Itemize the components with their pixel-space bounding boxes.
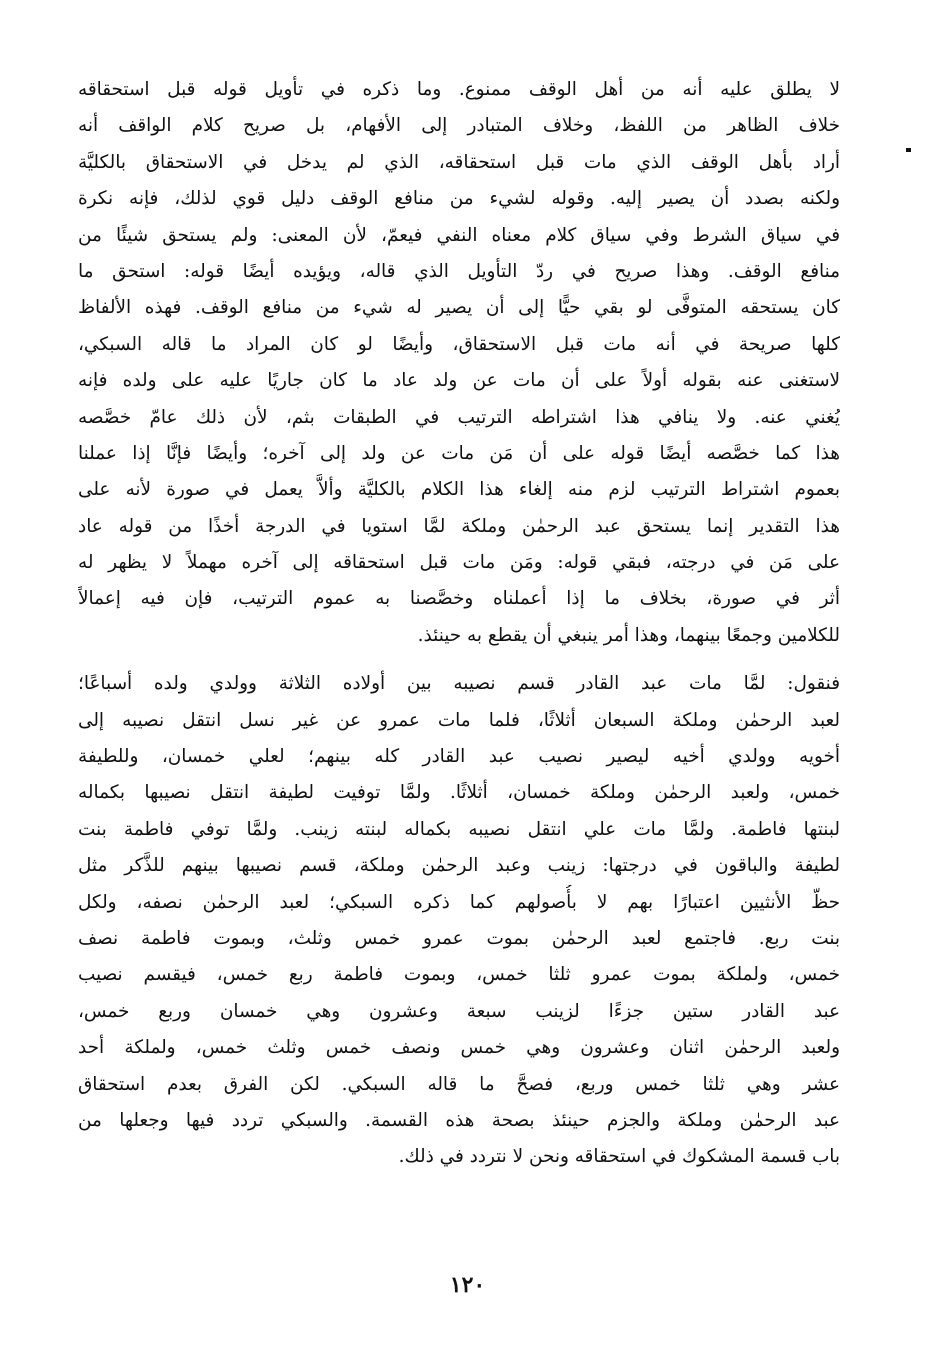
paragraph-gap [78, 654, 840, 666]
text-line: فنقول: لمَّا مات عبد القادر قسم نصيبه بين أولاده الثلاثة وولدي ولده أسباعًا؛ [78, 673, 840, 695]
text-line: حظّ الأنثيين اعتبارًا بهم لا بأُصولهم كما ذكره السبكي؛ لعبد الرحمٰن نصفه، ولكل [78, 891, 840, 913]
page-number: ١٢٠ [449, 1272, 486, 1298]
text-line: بعموم اشتراط الترتيب لزم منه إلغاء هذا الكلام بالكليَّة وألاَّ يعمل في صورة لأنه على [78, 479, 840, 501]
text-line: لبنتها فاطمة. ولمَّا مات علي انتقل نصيبه بكماله لبنته زينب. ولمَّا توفي فاطمة بنت [78, 818, 840, 840]
text-line: كلها صريحة في أنه مات قبل الاستحقاق، وأيضًا لو كان المراد ما قاله السبكي، [78, 333, 840, 355]
text-line: كان يستحقه المتوفَّى لو بقي حيًّا إلى أن يصير له شيء من منافع الوقف. فهذه الألفاظ [78, 297, 840, 319]
paragraph [78, 666, 840, 1175]
scan-speck [906, 148, 911, 152]
text-line: عبد القادر ستين جزءًا لزينب سبعة وعشرون وهي خمسان وربع خمس، [78, 1000, 840, 1022]
text-line: عبد الرحمٰن وملكة والجزم حينئذ بصحة هذه القسمة. والسبكي تردد فيها وجعلها من [78, 1109, 840, 1131]
text-line: هذا كما خصَّصه أيضًا قوله على أن مَن مات عن ولد إلى آخره؛ وأيضًا فإنَّا إذا عملنا [78, 442, 840, 464]
paragraph [78, 72, 840, 654]
text-line: للكلامين وجمعًا بينهما، وهذا أمر ينبغي أن يقطع به حينئذ. [417, 624, 840, 646]
text-line: أثر في صورة، بخلاف ما إذا أعملناه وخصَّصنا به عموم الترتيب، فإن فيه إعمالاً [78, 588, 840, 610]
text-line: بنت ربع. فاجتمع لعبد الرحمٰن بموت عمرو خمس وثلث، وبموت فاطمة نصف [78, 927, 840, 949]
text-line: خلاف الظاهر من اللفظ، وخلاف المتبادر إلى الأفهام، بل صريح كلام الواقف أنه [78, 115, 840, 137]
text-line: على مَن في درجته، فبقي قوله: ومَن مات قبل استحقاقه إلى آخره مهملاً لا يظهر له [78, 552, 840, 574]
text-line: أخويه وولدي أخيه ليصير نصيب عبد القادر كله بينهم؛ لعلي خمسان، وللطيفة [78, 746, 840, 768]
text-line: لطيفة والباقون في درجتها: زينب وعبد الرحمٰن وملكة، قسم نصيبها بينهم للذَّكر مثل [78, 855, 840, 877]
text-line: لا يطلق عليه أنه من أهل الوقف ممنوع. وما ذكره في تأويل قوله قبل استحقاقه [78, 79, 840, 100]
text-line: خمس، ولعبد الرحمٰن وملكة خمسان، أثلاثًا. ولمَّا توفيت لطيفة انتقل نصيبها بكماله [78, 782, 840, 804]
text-line: عشر وهي ثلثا خمس وربع، فصحَّ ما قاله السبكي. لكن الفرق بعدم استحقاق [78, 1073, 840, 1095]
text-line: في سياق الشرط وفي سياق كلام معناه النفي فيعمّ، لأن المعنى: ولم يستحق شيئًا من [78, 224, 840, 246]
text-line: لاستغنى عنه بقوله أولاً على أن مات عن ولد عاد ما كان جاريًا عليه على ولده فإنه [78, 370, 840, 392]
text-line: خمس، ولملكة بموت عمرو ثلثا خمس، وبموت فاطمة ربع خمس، فيقسم نصيب [78, 964, 840, 986]
text-line: ولعبد الرحمٰن اثنان وعشرون وهي خمس ونصف خمس وثلث خمس، ولملكة أحد [78, 1037, 840, 1059]
text-line: ولكنه بصدد أن يصير إليه. وقوله لشيء من منافع الوقف دليل قوي لذلك، فإنه نكرة [78, 188, 840, 210]
text-line: منافع الوقف. وهذا صريح في ردّ التأويل الذي قاله، ويؤيده أيضًا قوله: استحق ما [78, 260, 840, 282]
body-text [78, 72, 840, 1176]
text-line: يُغني عنه. ولا ينافي هذا اشتراطه الترتيب في الطبقات بثم، لأن ذلك عامّ خصَّصه [78, 406, 840, 428]
text-line: هذا التقدير إنما يستحق عبد الرحمٰن وملكة لمَّا استويا في الدرجة أخذًا من قوله عاد [78, 515, 840, 537]
text-line: لعبد الرحمٰن وملكة السبعان أثلاثًا، فلما مات عمرو عن غير نسل انتقل نصيبه إلى [78, 709, 840, 731]
text-line: باب قسمة المشكوك في استحقاقه ونحن لا نتردد في ذلك. [398, 1146, 840, 1168]
text-line: أراد بأهل الوقف الذي مات قبل استحقاقه، الذي لم يدخل في الاستحقاق بالكليَّة [78, 151, 840, 173]
